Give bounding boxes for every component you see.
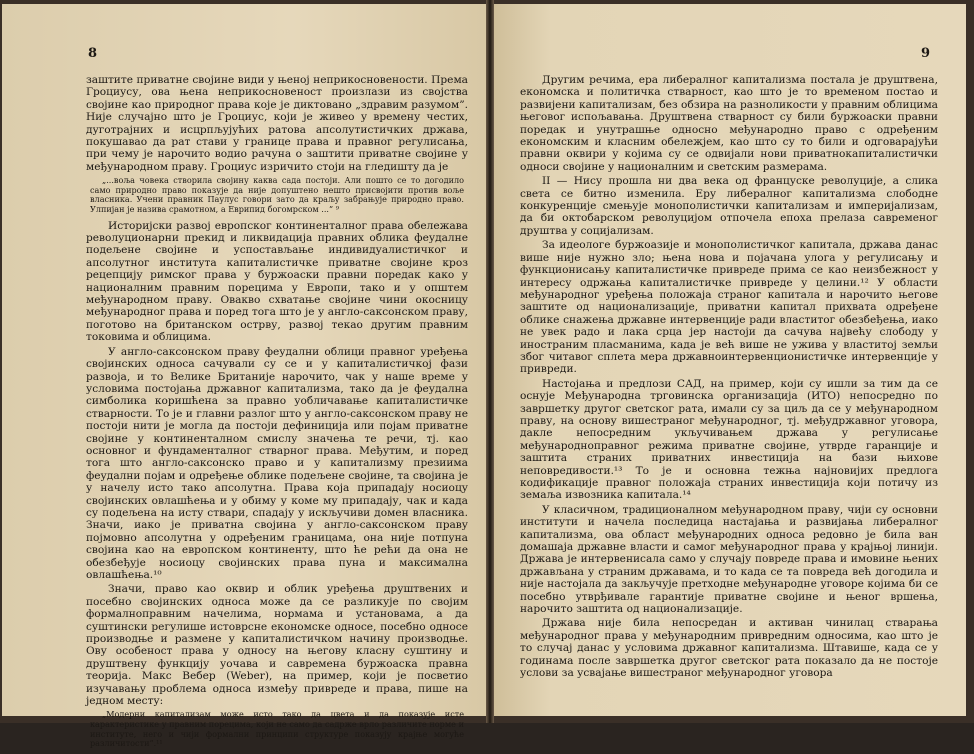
paragraph: II — Нису прошла ни два века од француске револуције, а слика света се битно изменила. Еру либералног капитализма слободне конкуренције смењује монополистички капитализам и империјализам, да би октобарском револуцијом отпочела епоха прелаза савременог друштва у социјализам. (520, 175, 938, 237)
book-gutter (486, 0, 494, 723)
right-page (494, 4, 966, 716)
left-page (2, 4, 486, 749)
page-number: 8 (88, 46, 98, 61)
paragraph: За идеологе буржоазије и монополистичког капитала, држава данас више није нужно зло; њена нова и појачана улога у регулисању и функционисању капиталистичке привреде прима се као неизбежност у интересу одржања капиталистичке привреде у целини.¹² У области међународног уређења положаја страног капитала и нарочито његове заштите од национализације, приватни капитал прихвата одређене облике снажења државне интервенције ради властитог обезбеђења, иако не увек радо и лака срца јер настоји да сачува највећу слободу у иностраним пласманима, када је већ више не ужива у властитој земљи због читавог сплета мера државноинтервенционистичке интервенције у привреди. (520, 239, 938, 376)
block-quote: „Модерни капитализам може исто тако да цвета и да показује исте карактеристике у правним порецима, који не само да садрже врло различите норме и институте, него и чији формални принципи структуре показују крајње могуће различитости”.¹¹ (90, 709, 464, 749)
paragraph: Историјски развој европског континенталног права обележава револуционарни прекид и ликвидација правних облика феудалне подељене својине и успостављање индивидуалистичког и апсолутног института капиталистичке приватне својине кроз рецепцију римског права у буржоаски правни поредак како у националним правним порецима у Европи, тако и у општем међународном праву. Овакво схватање својине чини окосницу међународног права и поред тога што је у англо-саксонском праву, поготово на британском острву, развој текао другим правним токовима и облицима. (86, 219, 468, 344)
paragraph: Настојања и предлози САД, на пример, који су ишли за тим да се оснује Међународна трговинска организација (ИТО) непосредно по завршетку другог светског рата, имали су за циљ да се у међународном праву, на основу вишестраног међународног, тј. међудржавног уговора, дакле непосредним укључивањем држава у регулисање међународноправног режима приватне својине, утврде гаранције и заштита страних приватних инвестиција на бази њихове неповредивости.¹³ То је и основна тежња најновијих предлога кодификације правног положаја страних инвестиција који потичу из земаља извозника капитала.¹⁴ (520, 377, 938, 502)
paragraph: Значи, право као оквир и облик уређења друштвених и посебно својинских односа може да се разликује по својим формалноправним начелима, нормама и установама, а да суштински регулише истоврсне економске односе, посебно односе производње и размене у капиталистичком начину производње. Ову особеност права у односу на његову класну суштину и друштвену функцију уочава и савремена буржоаска правна теорија. Макс Вебер (Weber), на пример, који је посветио изучавању проблема односа између привреде и права, пише на једном месту: (86, 583, 468, 708)
paragraph: У класичном, традиционалном међународном праву, чији су основни институти и начела последица настајања и развијања либералног капитализма, ова област међународних односа редовно је била ван домашаја државне власти и самог међународног права у крајњој линији. Држава је интервенисала само у случају повреде права и имовине њених држављана у страним државама, и то када се та повреда већ догодила и није настојала да закључује претходне међународне уговоре којима би се посебно утврђивале гарантије приватне својине и њеног вршења, нарочито заштита од национализације. (520, 503, 938, 616)
right-page-text (520, 74, 938, 682)
paragraph: Другим речима, ера либералног капитализма постала је друштвена, економска и политичка стварност, као што је то временом постао и развијени капитализам, без обзира на разноликости у правним облицима његовог испољавања. Друштвена стварност су били буржоаски правни поредак и унутрашње односно међународно право с одређеним економским и класним обележјем, као што су то били и одговарајући правни оквири у којима су се одвијали нови приватнокапиталистички односи својине у националним и светским размерама. (520, 74, 938, 173)
page-number: 9 (920, 46, 930, 61)
paragraph: заштите приватне својине види у њеној неприкосновености. Према Гроциусу, ова њена неприкосновеност произлази из својства својине као природног права које је диктовано „здравим разумом”. Није случајно што је Гроциус, који је живео у времену честих, дуготрајних и исцрпљујућих ратова апсолутистичких држава, покушавао да рат стави у границе права и правног регулисања, при чему је нарочито водио рачуна о заштити приватне својине у међународном праву. Гроциус изричито стоји на гледишту да је (86, 74, 468, 173)
left-page-text (86, 74, 468, 754)
paragraph: У англо-саксонском праву феудални облици правног уређења својинских односа сачували су се и у капиталистичкој фази развоја, и то Велике Британије нарочито, чак у наше време у условима постојања државног капитализма, тако да је феудална симболика коришћена за правно уобличавање капиталистичке стварности. То је и главни разлог што у англо-саксонском праву не постоји нити је могла да постоји дефиниција или појам приватне својине у континенталном смислу значења те речи, тј. као основног и фундаменталног стварног права. Међутим, и поред тога што англо-саксонско право и у капитализму презиима феудални појам и одређење облике подељене својине, та својина је у начелу исто тако апсолутна. Права која припадају носиоцу својинских овлашћења и у обиму у коме му припадају, чак и када су подељена на исту ствари, спадају у искључиви домен власника. Значи, иако је приватна својина у англо-саксонском праву појмовно апсолутна у одређеним границама, она није потпуна својина као на европском континенту, што ће рећи да она не обезбеђује носиоцу својинских права пуна и максимална овлашћења.¹⁰ (86, 345, 468, 581)
paragraph: Држава није била непосредан и активан чинилац стварања међународног права у међународним привредним односима, као што је то случај данас у условима државног капитализма. Штавише, када се у годинама после завршетка другог светског рата показало да не постоје услови за усвајање вишестраног међународног уговора (520, 617, 938, 680)
block-quote: „...воља човека створила својину каква сада постоји. Али пошто се то догодило само природно право показује да није допуштено нешто присвојити против воље власника. Учени правник Паулус говори зато да краљу забрањује природно право. Улпијан је назива срамотном, а Еврипид богомрском ...” ⁹ (90, 175, 464, 215)
